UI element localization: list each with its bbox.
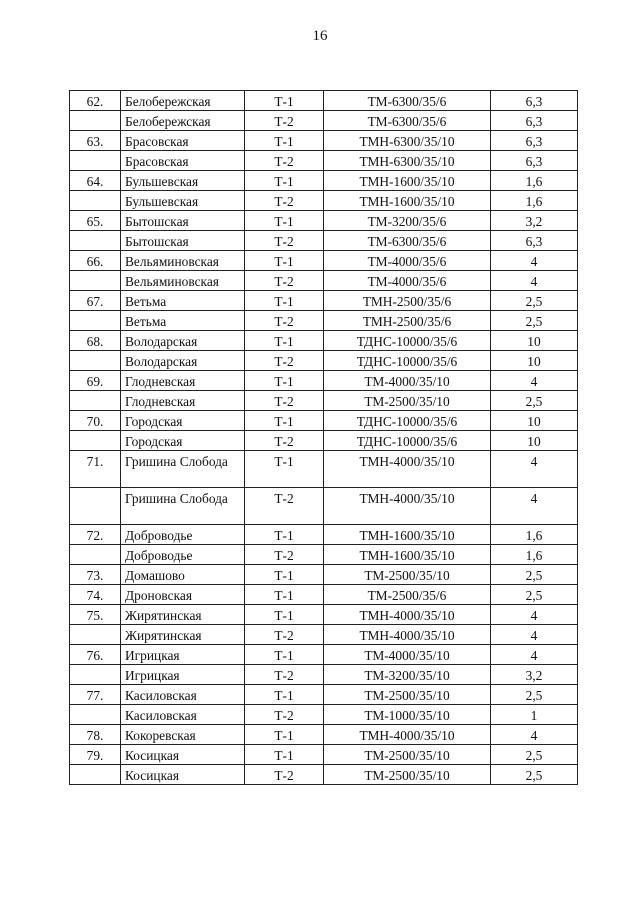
transformer-cell: Т-1	[245, 745, 324, 765]
table-row	[70, 311, 578, 331]
substation-name-cell: Игрицкая	[121, 665, 245, 685]
substation-name-cell: Володарская	[121, 351, 245, 371]
transformer-type-cell: ТМН-2500/35/6	[324, 291, 491, 311]
power-cell: 4	[491, 371, 578, 391]
row-number-cell: 64.	[70, 171, 121, 191]
transformer-type-cell: ТМ-2500/35/10	[324, 745, 491, 765]
transformer-type-cell: ТМ-6300/35/6	[324, 91, 491, 111]
row-number-cell	[70, 705, 121, 725]
row-number-cell	[70, 665, 121, 685]
table-row	[70, 211, 578, 231]
transformer-cell: Т-2	[245, 311, 324, 331]
transformer-cell: Т-1	[245, 585, 324, 605]
power-cell: 3,2	[491, 211, 578, 231]
substation-name-cell: Вельяминовская	[121, 271, 245, 291]
substation-name-cell: Кокоревская	[121, 725, 245, 745]
table-row	[70, 645, 578, 665]
power-cell: 4	[491, 451, 578, 488]
row-number-cell: 62.	[70, 91, 121, 111]
transformer-cell: Т-1	[245, 451, 324, 488]
substation-name-cell: Брасовская	[121, 131, 245, 151]
transformer-cell: Т-2	[245, 151, 324, 171]
power-cell: 4	[491, 725, 578, 745]
substation-name-cell: Глодневская	[121, 391, 245, 411]
transformer-type-cell: ТМН-4000/35/10	[324, 625, 491, 645]
transformer-type-cell: ТМН-1600/35/10	[324, 545, 491, 565]
transformer-cell: Т-2	[245, 391, 324, 411]
transformer-cell: Т-2	[245, 351, 324, 371]
row-number-cell: 75.	[70, 605, 121, 625]
substation-name-cell: Ветьма	[121, 311, 245, 331]
power-cell: 4	[491, 271, 578, 291]
substation-name-cell: Белобережская	[121, 91, 245, 111]
transformer-cell: Т-2	[245, 765, 324, 785]
power-cell: 2,5	[491, 565, 578, 585]
transformer-cell: Т-1	[245, 565, 324, 585]
row-number-cell	[70, 625, 121, 645]
transformer-type-cell: ТМ-4000/35/6	[324, 251, 491, 271]
power-cell: 2,5	[491, 585, 578, 605]
power-cell: 6,3	[491, 91, 578, 111]
power-cell: 10	[491, 411, 578, 431]
substation-name-cell: Гришина Слобода	[121, 451, 245, 488]
table-row	[70, 431, 578, 451]
substation-name-cell: Доброводье	[121, 545, 245, 565]
row-number-cell: 68.	[70, 331, 121, 351]
transformer-type-cell: ТМН-1600/35/10	[324, 191, 491, 211]
row-number-cell	[70, 231, 121, 251]
row-number-cell	[70, 545, 121, 565]
transformer-cell: Т-2	[245, 191, 324, 211]
power-cell: 6,3	[491, 111, 578, 131]
transformer-type-cell: ТМ-1000/35/10	[324, 705, 491, 725]
row-number-cell: 70.	[70, 411, 121, 431]
power-cell: 2,5	[491, 745, 578, 765]
transformer-type-cell: ТМН-1600/35/10	[324, 171, 491, 191]
transformer-type-cell: ТМН-4000/35/10	[324, 605, 491, 625]
row-number-cell	[70, 488, 121, 525]
power-cell: 2,5	[491, 685, 578, 705]
transformer-cell: Т-2	[245, 488, 324, 525]
substation-name-cell: Жирятинская	[121, 625, 245, 645]
power-cell: 1	[491, 705, 578, 725]
table-row	[70, 605, 578, 625]
substation-name-cell: Гришина Слобода	[121, 488, 245, 525]
substation-name-cell: Бульшевская	[121, 191, 245, 211]
power-cell: 1,6	[491, 191, 578, 211]
substation-name-cell: Володарская	[121, 331, 245, 351]
transformer-type-cell: ТМ-2500/35/10	[324, 685, 491, 705]
transformer-cell: Т-1	[245, 211, 324, 231]
substation-name-cell: Белобережская	[121, 111, 245, 131]
power-cell: 10	[491, 351, 578, 371]
transformer-type-cell: ТМ-2500/35/10	[324, 391, 491, 411]
power-cell: 2,5	[491, 765, 578, 785]
substation-name-cell: Бытошская	[121, 231, 245, 251]
transformer-cell: Т-1	[245, 525, 324, 545]
substation-name-cell: Касиловская	[121, 685, 245, 705]
substation-name-cell: Касиловская	[121, 705, 245, 725]
substation-name-cell: Городская	[121, 431, 245, 451]
power-cell: 2,5	[491, 291, 578, 311]
power-cell: 4	[491, 251, 578, 271]
power-cell: 6,3	[491, 231, 578, 251]
transformer-type-cell: ТМ-2500/35/6	[324, 585, 491, 605]
row-number-cell	[70, 271, 121, 291]
transformer-cell: Т-2	[245, 111, 324, 131]
transformer-cell: Т-1	[245, 685, 324, 705]
row-number-cell: 67.	[70, 291, 121, 311]
page-number: 16	[312, 28, 328, 44]
transformer-cell: Т-1	[245, 331, 324, 351]
row-number-cell: 78.	[70, 725, 121, 745]
row-number-cell	[70, 431, 121, 451]
substation-name-cell: Глодневская	[121, 371, 245, 391]
transformer-cell: Т-1	[245, 605, 324, 625]
row-number-cell	[70, 351, 121, 371]
transformer-type-cell: ТДНС-10000/35/6	[324, 431, 491, 451]
substation-name-cell: Дроновская	[121, 585, 245, 605]
table-row	[70, 665, 578, 685]
row-number-cell: 63.	[70, 131, 121, 151]
table-row	[70, 745, 578, 765]
table-row	[70, 488, 578, 525]
transformer-type-cell: ТМ-6300/35/6	[324, 111, 491, 131]
row-number-cell: 71.	[70, 451, 121, 488]
transformer-type-cell: ТМ-4000/35/10	[324, 371, 491, 391]
transformer-type-cell: ТДНС-10000/35/6	[324, 351, 491, 371]
table-row	[70, 331, 578, 351]
transformer-type-cell: ТМН-6300/35/10	[324, 151, 491, 171]
transformer-cell: Т-2	[245, 271, 324, 291]
transformer-cell: Т-2	[245, 231, 324, 251]
substation-name-cell: Городская	[121, 411, 245, 431]
transformer-type-cell: ТМН-4000/35/10	[324, 451, 491, 488]
table-row	[70, 151, 578, 171]
row-number-cell: 74.	[70, 585, 121, 605]
row-number-cell	[70, 765, 121, 785]
row-number-cell	[70, 111, 121, 131]
table-row	[70, 351, 578, 371]
transformer-type-cell: ТМН-2500/35/6	[324, 311, 491, 331]
transformer-cell: Т-2	[245, 705, 324, 725]
substation-name-cell: Вельяминовская	[121, 251, 245, 271]
transformer-cell: Т-1	[245, 411, 324, 431]
row-number-cell: 77.	[70, 685, 121, 705]
table-row	[70, 271, 578, 291]
table-row	[70, 111, 578, 131]
substation-name-cell: Доброводье	[121, 525, 245, 545]
row-number-cell: 79.	[70, 745, 121, 765]
transformer-cell: Т-2	[245, 625, 324, 645]
transformer-cell: Т-2	[245, 665, 324, 685]
table-row	[70, 231, 578, 251]
substation-name-cell: Домашово	[121, 565, 245, 585]
power-cell: 6,3	[491, 151, 578, 171]
table-row	[70, 585, 578, 605]
table-row	[70, 685, 578, 705]
substation-name-cell: Ветьма	[121, 291, 245, 311]
row-number-cell: 73.	[70, 565, 121, 585]
transformer-type-cell: ТМ-4000/35/10	[324, 645, 491, 665]
substation-name-cell: Косицкая	[121, 765, 245, 785]
transformer-type-cell: ТМН-4000/35/10	[324, 725, 491, 745]
power-cell: 1,6	[491, 525, 578, 545]
table-row	[70, 371, 578, 391]
table-row	[70, 411, 578, 431]
table-row	[70, 625, 578, 645]
row-number-cell: 72.	[70, 525, 121, 545]
power-cell: 4	[491, 605, 578, 625]
power-cell: 4	[491, 488, 578, 525]
transformer-cell: Т-2	[245, 545, 324, 565]
transformer-type-cell: ТМ-3200/35/6	[324, 211, 491, 231]
table-row	[70, 91, 578, 111]
table-row	[70, 171, 578, 191]
transformer-cell: Т-1	[245, 725, 324, 745]
row-number-cell	[70, 311, 121, 331]
transformer-cell: Т-2	[245, 431, 324, 451]
table-row	[70, 545, 578, 565]
transformer-type-cell: ТДНС-10000/35/6	[324, 411, 491, 431]
transformer-cell: Т-1	[245, 171, 324, 191]
substation-name-cell: Игрицкая	[121, 645, 245, 665]
table-row	[70, 391, 578, 411]
table-row	[70, 291, 578, 311]
row-number-cell: 65.	[70, 211, 121, 231]
power-cell: 10	[491, 331, 578, 351]
power-cell: 1,6	[491, 545, 578, 565]
table-body	[70, 91, 578, 785]
row-number-cell: 76.	[70, 645, 121, 665]
row-number-cell	[70, 391, 121, 411]
transformer-cell: Т-1	[245, 645, 324, 665]
transformer-type-cell: ТМ-2500/35/10	[324, 765, 491, 785]
transformer-type-cell: ТМН-6300/35/10	[324, 131, 491, 151]
substation-name-cell: Бульшевская	[121, 171, 245, 191]
transformer-type-cell: ТМ-2500/35/10	[324, 565, 491, 585]
row-number-cell	[70, 191, 121, 211]
transformer-cell: Т-1	[245, 131, 324, 151]
power-cell: 3,2	[491, 665, 578, 685]
power-cell: 2,5	[491, 391, 578, 411]
row-number-cell	[70, 151, 121, 171]
power-cell: 4	[491, 625, 578, 645]
transformer-cell: Т-1	[245, 91, 324, 111]
transformer-cell: Т-1	[245, 251, 324, 271]
transformer-type-cell: ТДНС-10000/35/6	[324, 331, 491, 351]
transformer-type-cell: ТМ-6300/35/6	[324, 231, 491, 251]
table-row	[70, 191, 578, 211]
power-cell: 1,6	[491, 171, 578, 191]
row-number-cell: 69.	[70, 371, 121, 391]
transformer-type-cell: ТМН-1600/35/10	[324, 525, 491, 545]
substation-name-cell: Брасовская	[121, 151, 245, 171]
substation-name-cell: Бытошская	[121, 211, 245, 231]
table-row	[70, 725, 578, 745]
row-number-cell: 66.	[70, 251, 121, 271]
transformer-cell: Т-1	[245, 291, 324, 311]
substations-table	[69, 90, 578, 785]
transformer-cell: Т-1	[245, 371, 324, 391]
transformer-type-cell: ТМН-4000/35/10	[324, 488, 491, 525]
table-row	[70, 705, 578, 725]
transformer-type-cell: ТМ-3200/35/10	[324, 665, 491, 685]
table-row	[70, 451, 578, 488]
power-cell: 2,5	[491, 311, 578, 331]
table-row	[70, 525, 578, 545]
power-cell: 6,3	[491, 131, 578, 151]
table-row	[70, 565, 578, 585]
power-cell: 10	[491, 431, 578, 451]
substation-name-cell: Косицкая	[121, 745, 245, 765]
table-row	[70, 765, 578, 785]
table-row	[70, 251, 578, 271]
table-row	[70, 131, 578, 151]
substation-name-cell: Жирятинская	[121, 605, 245, 625]
power-cell: 4	[491, 645, 578, 665]
transformer-type-cell: ТМ-4000/35/6	[324, 271, 491, 291]
